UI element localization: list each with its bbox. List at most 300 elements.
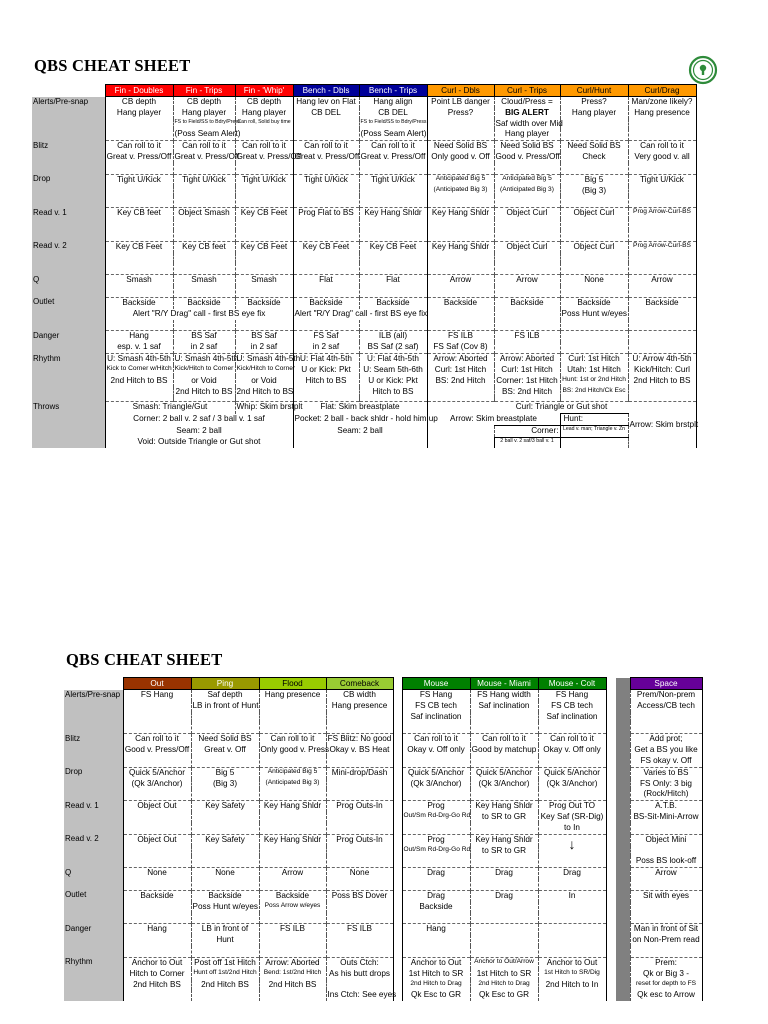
cell: reset for depth to FS bbox=[630, 980, 702, 991]
cell: Key Hang Shldr bbox=[259, 834, 326, 845]
cell: Outs Ctch: bbox=[326, 957, 393, 968]
cell: Arrow bbox=[494, 275, 560, 286]
cell: Object Curl bbox=[494, 208, 560, 219]
cell: Corner: 1st Hitch bbox=[494, 376, 560, 387]
cell: Smash bbox=[105, 275, 173, 286]
cell: (Poss Seam Alert) bbox=[173, 129, 235, 140]
cell: Arrow: Skim breastplate bbox=[427, 414, 560, 426]
cell: Hang player bbox=[173, 108, 235, 119]
cell: Seam: 2 ball bbox=[293, 426, 427, 438]
cell: Key CB feet bbox=[105, 208, 173, 219]
row-outlet bbox=[32, 297, 696, 308]
cell: FS to Field/SS to Bdry/Press bbox=[359, 119, 427, 130]
cell: (Rock/Hitch) bbox=[630, 789, 702, 800]
cell: Backside bbox=[494, 297, 560, 308]
col-header: Curl/Hunt bbox=[560, 85, 628, 97]
header-row bbox=[64, 678, 702, 690]
cell: 2nd Hitch to Drag bbox=[470, 980, 538, 991]
cell: Saf inclination bbox=[470, 701, 538, 712]
cell: to SR to GR bbox=[470, 846, 538, 857]
cell: Prog bbox=[402, 801, 470, 812]
cell: Tight U/Kick bbox=[359, 174, 427, 185]
row-danger bbox=[32, 331, 696, 342]
cell: Quick 5/Anchor bbox=[402, 767, 470, 778]
cell: Can roll to it bbox=[402, 734, 470, 745]
cell: Good v. Press/Off bbox=[124, 745, 190, 755]
cell: esp. v. 1 saf bbox=[105, 342, 173, 353]
cell: Qk or Big 3 - bbox=[630, 969, 702, 980]
cell: In bbox=[538, 890, 606, 901]
cell: (Qk 3/Anchor) bbox=[470, 779, 538, 790]
row-blitz bbox=[32, 141, 696, 152]
cell: Anticipated Big 5 bbox=[427, 174, 494, 185]
cell: Hitch to BS bbox=[359, 387, 427, 398]
cell: Can roll to it bbox=[235, 141, 293, 152]
cell: Can roll to it bbox=[123, 734, 191, 745]
cell: Drag bbox=[470, 868, 538, 879]
cell: Hang bbox=[105, 331, 173, 342]
row-q bbox=[64, 868, 702, 879]
cell: 2nd Hitch to BS bbox=[628, 376, 696, 387]
cell: Prog Out TO bbox=[538, 801, 606, 812]
cell: Backside bbox=[123, 890, 191, 901]
cell: Prem: bbox=[630, 957, 702, 968]
cell: Prog Outs-In bbox=[326, 801, 393, 812]
cell: Get a BS you like bbox=[630, 745, 702, 756]
cell: Backside bbox=[628, 297, 696, 308]
cell: Tight U/Kick bbox=[235, 174, 293, 185]
cell: Void: Outside Triangle or Gut shot bbox=[105, 437, 293, 448]
cell: BS Saf bbox=[173, 331, 235, 342]
cell: FS ILB bbox=[427, 331, 494, 342]
cell: CB width bbox=[326, 690, 393, 701]
row-label: Danger bbox=[64, 924, 123, 935]
cell: Poss Hunt w/eyes bbox=[561, 308, 628, 318]
cell: Big 5 bbox=[191, 767, 259, 778]
cell: Poss Hunt w/eyes bbox=[192, 901, 259, 911]
cell: Poss BS look-off bbox=[630, 856, 702, 867]
cell: FS CB tech bbox=[402, 701, 470, 712]
col-header: Mouse bbox=[402, 678, 470, 690]
row-label: Drop bbox=[64, 767, 123, 778]
row-label: Outlet bbox=[64, 890, 123, 901]
row-label: Blitz bbox=[32, 141, 105, 152]
cell: Key CB Feet bbox=[235, 241, 293, 252]
cell: (Big 3) bbox=[560, 186, 628, 197]
cell: Saf inclination bbox=[538, 712, 606, 723]
cell: Only good v. Press bbox=[260, 745, 330, 755]
cell: BS: 2nd Hitch/Ck Esc bbox=[560, 387, 628, 398]
cell: 2 ball v. 2 saf/3 ball v. 1 bbox=[494, 437, 560, 448]
cell: ILB (all) bbox=[359, 331, 427, 342]
row-read-v2 bbox=[32, 241, 696, 252]
cell: Great v. Press/Off bbox=[106, 152, 172, 162]
cell: Hang presence bbox=[628, 108, 696, 119]
circular-emblem-icon bbox=[688, 56, 718, 84]
cell: Drag bbox=[402, 890, 470, 901]
cell: Prog Arrow-Curl-BS bbox=[628, 241, 696, 252]
cell: Out/Sm Rd-Drg-Go Rd bbox=[402, 812, 470, 823]
row-rhythm bbox=[32, 354, 696, 365]
cell: FS ILB bbox=[494, 331, 560, 342]
cell: (Big 3) bbox=[191, 779, 259, 790]
cell: Hunt bbox=[191, 935, 259, 946]
cell: CB depth bbox=[105, 97, 173, 108]
cell: to SR to GR bbox=[470, 812, 538, 823]
cell: U: Seam 5th-6th bbox=[359, 365, 427, 376]
col-header: Flood bbox=[259, 678, 326, 690]
cell: Alert "R/Y Drag" call - first BS eye fix bbox=[294, 308, 428, 318]
col-header: Fin - 'Whip' bbox=[235, 85, 293, 97]
row-q bbox=[32, 275, 696, 286]
cell: Arrow bbox=[630, 868, 702, 879]
cell: Whip: Skim brstplt bbox=[235, 402, 293, 414]
cell: Need Solid BS bbox=[494, 141, 560, 152]
cell: FS ILB bbox=[326, 924, 393, 935]
cell: U: Arrow 4th-5th bbox=[628, 354, 696, 365]
cell: Backside bbox=[173, 297, 235, 308]
cell: Saf width over Mid bbox=[495, 118, 563, 128]
cell: Object Curl bbox=[560, 208, 628, 219]
cell: Arrow: Aborted bbox=[259, 957, 326, 968]
cell: FS Hang width bbox=[470, 690, 538, 701]
row-label: Blitz bbox=[64, 734, 123, 745]
cell: Kick/Hitch to Corner bbox=[235, 365, 293, 376]
header-row bbox=[32, 85, 696, 97]
cell: CB depth bbox=[173, 97, 235, 108]
col-header: Comeback bbox=[326, 678, 393, 690]
cell: Smash bbox=[235, 275, 293, 286]
cell: Drag bbox=[538, 868, 606, 879]
cell: Alert "R/Y Drag" call - first BS eye fix bbox=[105, 309, 293, 320]
cell: Anchor to Out bbox=[538, 957, 606, 968]
col-header: Out bbox=[123, 678, 191, 690]
cell: FS ILB bbox=[259, 924, 326, 935]
cell: 2nd Hitch to Drag bbox=[402, 980, 470, 991]
cell: BS-Sit-Mini-Arrow bbox=[630, 812, 702, 823]
cell: Man/zone likely? bbox=[628, 97, 696, 108]
row-label: Read v. 2 bbox=[32, 241, 105, 252]
row-label: Read v. 2 bbox=[64, 834, 123, 845]
cell: Hang player bbox=[105, 108, 173, 119]
cell: U: Flat 4th-5th bbox=[293, 354, 359, 365]
cell: Key CB Feet bbox=[359, 241, 427, 252]
cell: U: Smash 4th-5th bbox=[236, 354, 301, 364]
cell: Anchor to Out/Arrow bbox=[470, 957, 538, 968]
row-alerts bbox=[64, 690, 702, 701]
cell: Okay v. Off only bbox=[538, 745, 606, 756]
cell: Ins Ctch: See eyes bbox=[327, 990, 397, 1000]
cell: Hang player bbox=[560, 108, 628, 119]
cell: in 2 saf bbox=[293, 342, 359, 353]
cell: Saf inclination bbox=[402, 712, 470, 723]
cell: Anchor to Out bbox=[123, 957, 191, 968]
cell: FS CB tech bbox=[538, 701, 606, 712]
cell: Press? bbox=[560, 97, 628, 108]
cell: Curl: 1st Hitch bbox=[494, 365, 560, 376]
cell: Backside bbox=[293, 297, 359, 308]
cell: Varies to BS bbox=[630, 767, 702, 778]
cell: None bbox=[560, 275, 628, 286]
cell: 2nd Hitch BS bbox=[259, 980, 326, 991]
cell: Qk Esc to GR bbox=[402, 990, 470, 1001]
cell: Backside bbox=[191, 890, 259, 901]
cell: Prog Arrow-Curl-BS bbox=[628, 208, 696, 219]
cell: Good v. Press/Off bbox=[495, 152, 560, 162]
cell: 1st Hitch to SR/Dig bbox=[538, 969, 606, 980]
cell: Arrow: Aborted bbox=[494, 354, 560, 365]
cell: Key Hang Shldr bbox=[359, 208, 427, 219]
cell: 2nd Hitch to BS bbox=[105, 376, 173, 387]
cell: Qk esc to Arrow bbox=[630, 990, 702, 1001]
cheat-sheet-table-1 bbox=[32, 84, 697, 448]
row-label: Throws bbox=[32, 402, 105, 414]
cell: Curl: 1st Hitch bbox=[560, 354, 628, 365]
cell: Hunt: 1st or 2nd Hitch bbox=[560, 376, 628, 387]
cell: Man in front of Sit bbox=[630, 924, 702, 935]
cell: LB in front of Hunt bbox=[192, 700, 259, 710]
cell: U: Smash 4th-5th bbox=[174, 354, 239, 364]
down-arrow-icon: ↓ bbox=[538, 834, 606, 856]
cell: Cloud/Press = bbox=[494, 97, 560, 108]
cell: Anticipated Big 5 bbox=[259, 767, 326, 778]
cell: (Poss Seam Alert) bbox=[359, 129, 427, 140]
row-label: Read v. 1 bbox=[64, 801, 123, 812]
cell: Smash: Triangle/Gut bbox=[105, 402, 235, 414]
cell: Key Saf (SR-Dig) bbox=[538, 812, 606, 823]
row-label: Alerts/Pre-snap bbox=[32, 97, 105, 108]
cell: Backside bbox=[427, 297, 494, 308]
cell: CB DEL bbox=[293, 108, 359, 119]
cell: Very good v. all bbox=[628, 152, 696, 163]
cell: Arrow: Skim brstplt bbox=[628, 414, 696, 438]
col-header: Fin - Doubles bbox=[105, 85, 173, 97]
cell: Tight U/Kick bbox=[293, 174, 359, 185]
cell: Corner: 2 ball v. 2 saf / 3 ball v. 1 saf bbox=[105, 414, 293, 426]
row-label: Danger bbox=[32, 331, 105, 342]
cell: CB depth bbox=[235, 97, 293, 108]
cell: Need Solid BS bbox=[427, 141, 494, 152]
cell: BS Saf (2 saf) bbox=[359, 342, 427, 353]
row-danger bbox=[64, 924, 702, 935]
cell: Anchor to Out bbox=[402, 957, 470, 968]
cell: Point LB danger bbox=[427, 97, 494, 108]
cell: Lead v. man; Triangle v. Zn bbox=[560, 426, 628, 438]
col-header: Space bbox=[630, 678, 702, 690]
cell: Tight U/Kick bbox=[628, 174, 696, 185]
cell: Hang lev on Flat bbox=[293, 97, 359, 108]
cell: Arrow bbox=[628, 275, 696, 286]
cell: FS Saf (Cov 8) bbox=[427, 342, 494, 353]
cell: Arrow bbox=[259, 868, 326, 879]
cell: Hang bbox=[123, 924, 191, 935]
cell: or Void bbox=[235, 376, 293, 387]
cell: Can roll to it bbox=[173, 141, 235, 152]
cell: Key Hang Shldr bbox=[427, 241, 494, 252]
cell: Key Hang Shldr bbox=[470, 801, 538, 812]
row-label: Q bbox=[64, 868, 123, 879]
cell: Pocket: 2 ball - back shldr - hold him up bbox=[293, 414, 427, 426]
cell: Quick 5/Anchor bbox=[123, 767, 191, 778]
cell: Hunt off 1st/2nd Hitch bbox=[191, 969, 259, 980]
cell: Kick to Corner w/Hitch bbox=[105, 365, 173, 376]
cell: Quick 5/Anchor bbox=[470, 767, 538, 778]
cell: Can roll to it bbox=[105, 141, 173, 152]
cell: None bbox=[123, 868, 191, 879]
cell: Great v. Press/Off bbox=[236, 152, 302, 162]
cell: Bend: 1st/2nd Hitch bbox=[259, 969, 326, 980]
col-header: Mouse - Miami bbox=[470, 678, 538, 690]
cell: Poss Arrow w/eyes bbox=[259, 902, 326, 913]
cell: Drag bbox=[470, 890, 538, 901]
cell: Sit with eyes bbox=[630, 890, 702, 901]
cell: Hang presence bbox=[259, 690, 326, 701]
cell: Key CB Feet bbox=[235, 208, 293, 219]
cell: A.T.B. bbox=[630, 801, 702, 812]
cell: Backside bbox=[105, 297, 173, 308]
cell: U: Flat 4th-5th bbox=[359, 354, 427, 365]
cell: in 2 saf bbox=[235, 342, 293, 353]
cell: Great v. Off bbox=[191, 745, 259, 756]
cell: Key Hang Shldr bbox=[427, 208, 494, 219]
cell: Can roll to it bbox=[628, 141, 696, 152]
cell: Backside bbox=[560, 297, 628, 308]
cell: Curl: Triangle or Gut shot bbox=[427, 402, 696, 414]
cell: Flat bbox=[293, 275, 359, 286]
cell: None bbox=[191, 868, 259, 879]
row-rhythm bbox=[64, 957, 702, 968]
cell: Access/CB tech bbox=[630, 701, 702, 712]
cell: Key Hang Shldr bbox=[470, 834, 538, 845]
cell: 2nd Hitch BS bbox=[191, 980, 259, 991]
cell: Press? bbox=[427, 108, 494, 119]
cell: Qk Esc to GR bbox=[470, 990, 538, 1001]
cell: on Non-Prem read bbox=[630, 935, 702, 946]
cell: 2nd Hitch BS bbox=[123, 980, 191, 991]
cell: Hang player bbox=[494, 129, 560, 140]
cell: Arrow bbox=[427, 275, 494, 286]
cell: in 2 saf bbox=[173, 342, 235, 353]
col-header: Mouse - Colt bbox=[538, 678, 606, 690]
cell: Hitch to BS bbox=[293, 376, 359, 387]
cell: CB DEL bbox=[359, 108, 427, 119]
cell: Great v. Press/Off bbox=[174, 152, 240, 162]
col-header: Ping bbox=[191, 678, 259, 690]
cell: Saf depth bbox=[191, 690, 259, 701]
cell: Object Mini bbox=[630, 834, 702, 845]
cell: BS: 2nd Hitch bbox=[427, 376, 494, 387]
cheat-sheet-table-2 bbox=[64, 677, 703, 1001]
cell: Prem/Non-prem bbox=[630, 690, 702, 701]
col-header: Curl - Dbls bbox=[427, 85, 494, 97]
cell: Prog Flat to BS bbox=[293, 208, 359, 219]
col-header: Curl/Drag bbox=[628, 85, 696, 97]
col-header: Bench - Dbls bbox=[293, 85, 359, 97]
cell: Object Curl bbox=[494, 241, 560, 252]
cell: Anticipated Big 5 bbox=[494, 174, 560, 185]
cell: Hang bbox=[402, 924, 470, 935]
cell: FS Only: 3 big bbox=[630, 779, 702, 790]
page-title: QBS CHEAT SHEET bbox=[34, 56, 191, 75]
row-drop bbox=[64, 767, 702, 778]
col-header: Curl - Trips bbox=[494, 85, 560, 97]
cell: (Anticipated Big 3) bbox=[427, 186, 494, 197]
cell: Can roll to it bbox=[293, 141, 359, 152]
cell: 2nd Hitch to BS bbox=[173, 387, 235, 398]
cell: FS Blitz: No good bbox=[327, 734, 392, 744]
cell: 1st Hitch to SR bbox=[402, 969, 470, 980]
cell: Seam: 2 ball bbox=[105, 426, 293, 438]
cell: Okay v. Off only bbox=[402, 745, 470, 756]
cell: Can roll to it bbox=[470, 734, 538, 745]
row-drop bbox=[32, 174, 696, 185]
cell: Backside bbox=[402, 902, 470, 913]
cell: Big 5 bbox=[560, 174, 628, 185]
cell: Great v. Press/Off bbox=[294, 152, 360, 162]
cell: 2nd Hitch to BS bbox=[236, 386, 294, 396]
cell: Mini-drop/Dash bbox=[326, 767, 393, 778]
cell: Prog bbox=[402, 834, 470, 845]
cell: U: Smash 4th-5th bbox=[105, 354, 173, 365]
cell: Key Safety bbox=[191, 801, 259, 812]
cell: (Qk 3/Anchor) bbox=[538, 779, 606, 790]
page-title-2: QBS CHEAT SHEET bbox=[66, 650, 223, 669]
cell: Add prot; bbox=[630, 734, 702, 745]
cell: Backside bbox=[359, 297, 427, 308]
cell: Can roll, Solid buy time bbox=[235, 119, 293, 130]
row-label: Rhythm bbox=[64, 957, 123, 968]
cell: Arrow: Aborted bbox=[427, 354, 494, 365]
cell: or Void bbox=[173, 376, 235, 387]
cell: (Qk 3/Anchor) bbox=[123, 779, 191, 790]
cell: Object Out bbox=[123, 834, 191, 845]
cell: Prog Outs-In bbox=[326, 834, 393, 845]
cell: Object Smash bbox=[173, 208, 235, 219]
cell: Object Curl bbox=[560, 241, 628, 252]
cell: U or Kick: Pkt bbox=[293, 365, 359, 376]
cell: Out/Sm Rd-Drg-Go Rd bbox=[402, 846, 470, 857]
cell: Post off 1st Hitch bbox=[191, 957, 259, 968]
cell: LB in front of bbox=[191, 924, 259, 935]
cell: Kick/Hitch to Corner bbox=[173, 365, 235, 376]
row-read-v2 bbox=[64, 834, 702, 845]
cell: FS Hang bbox=[123, 690, 191, 701]
cell: Corner: bbox=[494, 426, 560, 438]
cell: Can roll to it bbox=[359, 141, 427, 152]
cell: Drag bbox=[402, 868, 470, 879]
row-blitz bbox=[64, 734, 702, 745]
cell: Only good v. Off bbox=[427, 152, 494, 163]
cell: Utah: 1st Hitch bbox=[560, 365, 628, 376]
row-outlet bbox=[64, 890, 702, 901]
cell: Key Hang Shldr bbox=[259, 801, 326, 812]
cell: 2nd Hitch to In bbox=[538, 980, 606, 991]
row-label: Rhythm bbox=[32, 354, 105, 365]
row-read-v1 bbox=[64, 801, 702, 812]
cell: FS Hang bbox=[402, 690, 470, 701]
cell: 1st Hitch to SR bbox=[470, 969, 538, 980]
cell: Hunt: bbox=[560, 414, 628, 426]
cell: to In bbox=[538, 823, 606, 834]
cell: FS to Field/SS to Bdry/Press bbox=[173, 119, 235, 130]
cell: Can roll to it bbox=[538, 734, 606, 745]
cell: FS Saf bbox=[293, 331, 359, 342]
cell: Can roll to it bbox=[259, 734, 326, 745]
col-header: Bench - Trips bbox=[359, 85, 427, 97]
cell: U or Kick: Pkt bbox=[359, 376, 427, 387]
cell: Good by matchup bbox=[471, 745, 537, 755]
cell: (Anticipated Big 3) bbox=[494, 186, 560, 197]
